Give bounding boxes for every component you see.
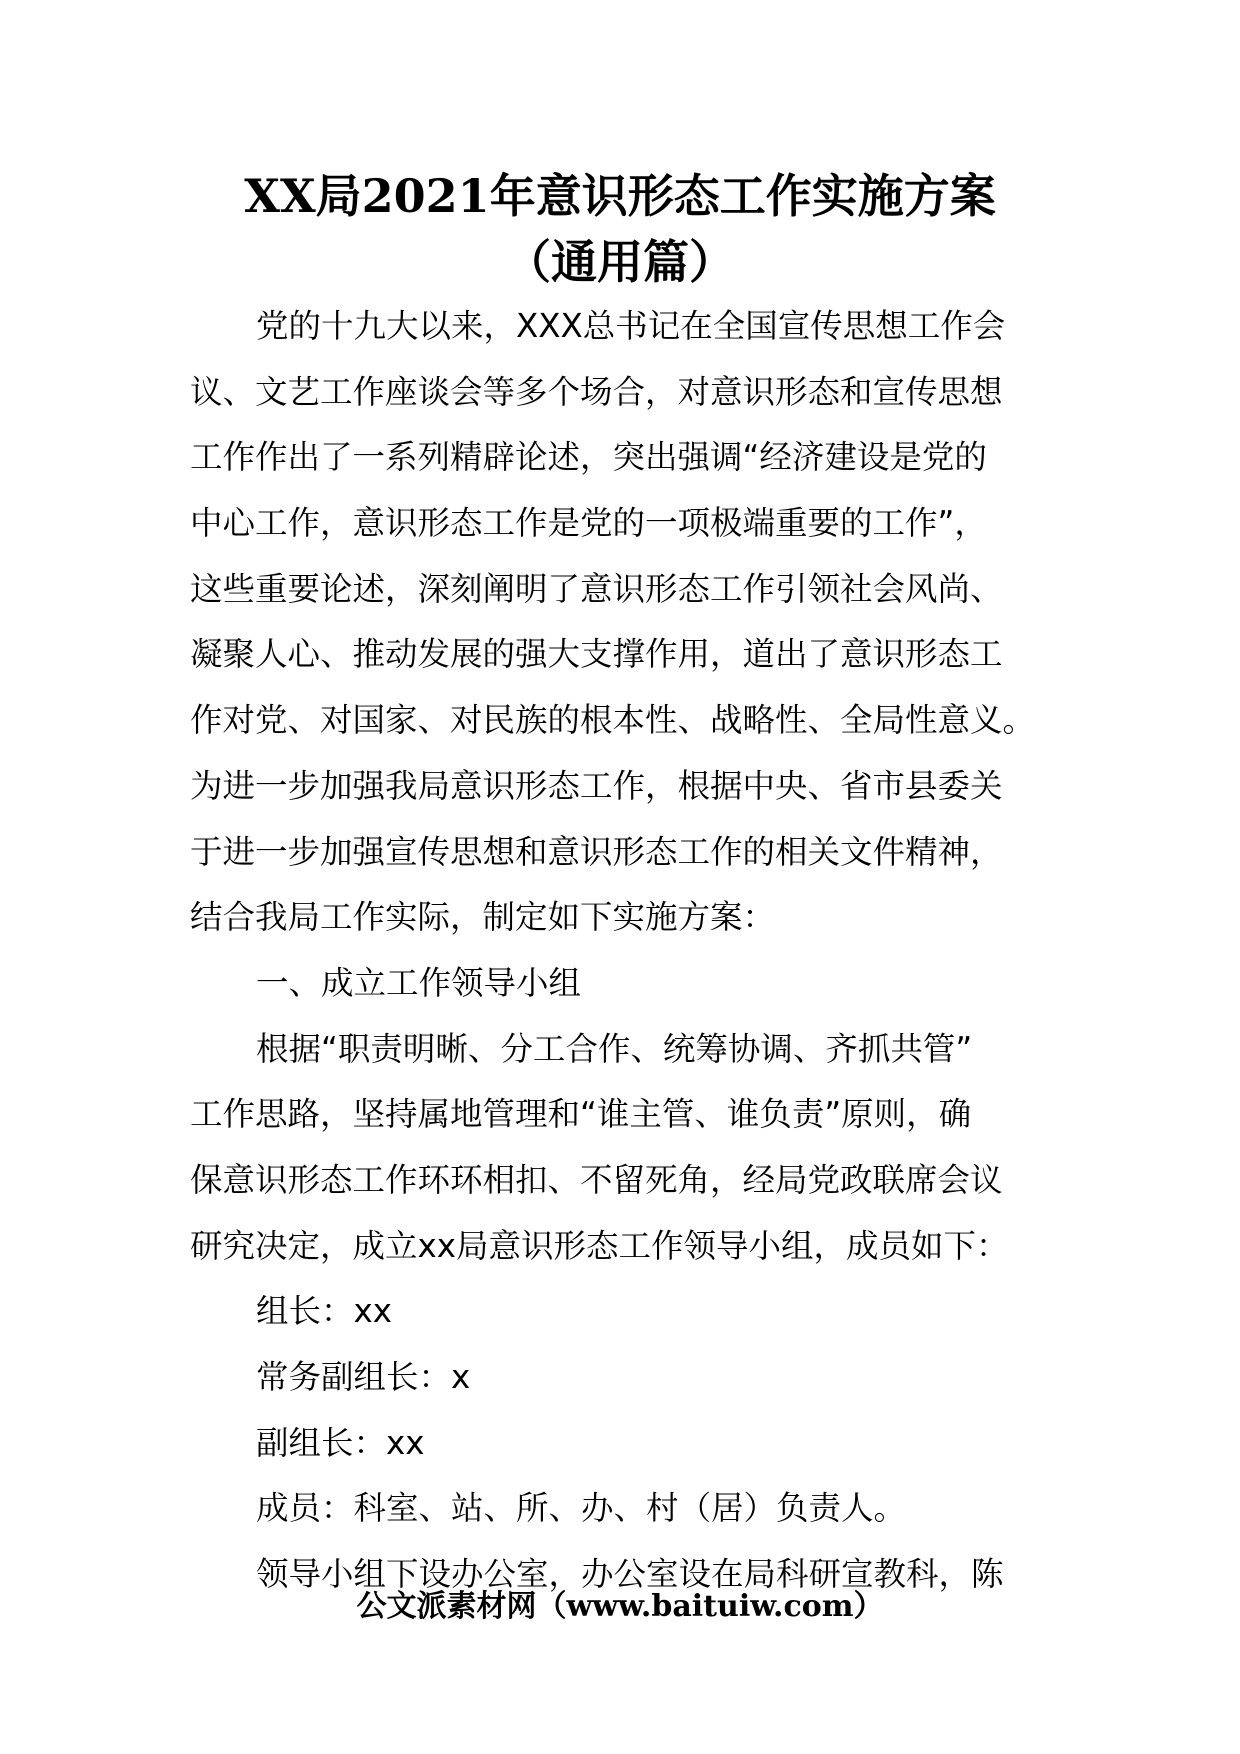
body-line: 工作作出了一系列精辟论述，突出强调“经济建设是党的 xyxy=(190,438,987,477)
member-leader: 组长：xx xyxy=(256,1292,392,1331)
body-line: 为进一步加强我局意识形态工作，根据中央、省市县委关 xyxy=(190,766,1003,805)
member-members: 成员：科室、站、所、办、村（居）负责人。 xyxy=(256,1489,907,1528)
body-line: 于进一步加强宣传思想和意识形态工作的相关文件精神， xyxy=(190,832,1003,871)
document-body xyxy=(190,294,1050,1608)
body-line: 研究决定，成立xx局意识形态工作领导小组，成员如下： xyxy=(190,1226,1009,1265)
member-executive-deputy: 常务副组长：x xyxy=(256,1358,471,1396)
member-deputy: 副组长：xx xyxy=(256,1423,425,1462)
body-line: 这些重要论述，深刻阐明了意识形态工作引领社会风尚、 xyxy=(190,569,1003,608)
body-line: 根据“职责明晰、分工合作、统筹协调、齐抓共管” xyxy=(256,1029,973,1068)
body-line: 作对党、对国家、对民族的根本性、战略性、全局性意义。 xyxy=(190,701,1036,740)
body-line: 党的十九大以来，XXX总书记在全国宣传思想工作会 xyxy=(256,307,1006,345)
document-subtitle: （通用篇） xyxy=(505,235,735,289)
section-heading: 一、成立工作领导小组 xyxy=(256,963,582,1002)
body-line: 领导小组下设办公室，办公室设在局科研宣教科，陈 xyxy=(256,1555,1004,1594)
body-line: 议、文艺工作座谈会等多个场合，对意识形态和宣传思想 xyxy=(190,372,1003,411)
document-title: XX局2021年意识形态工作实施方案 xyxy=(244,169,996,223)
body-line: 凝聚人心、推动发展的强大支撑作用，道出了意识形态工 xyxy=(190,635,1003,674)
source-footer: 公文派素材网（www.baituiw.com） xyxy=(356,1589,884,1624)
body-line: 保意识形态工作环环相扣、不留死角，经局党政联席会议 xyxy=(190,1160,1003,1199)
body-line: 工作思路，坚持属地管理和“谁主管、谁负责”原则，确 xyxy=(190,1095,972,1134)
body-line: 结合我局工作实际，制定如下实施方案： xyxy=(190,898,776,937)
body-line: 中心工作，意识形态工作是党的一项极端重要的工作”， xyxy=(190,504,987,543)
